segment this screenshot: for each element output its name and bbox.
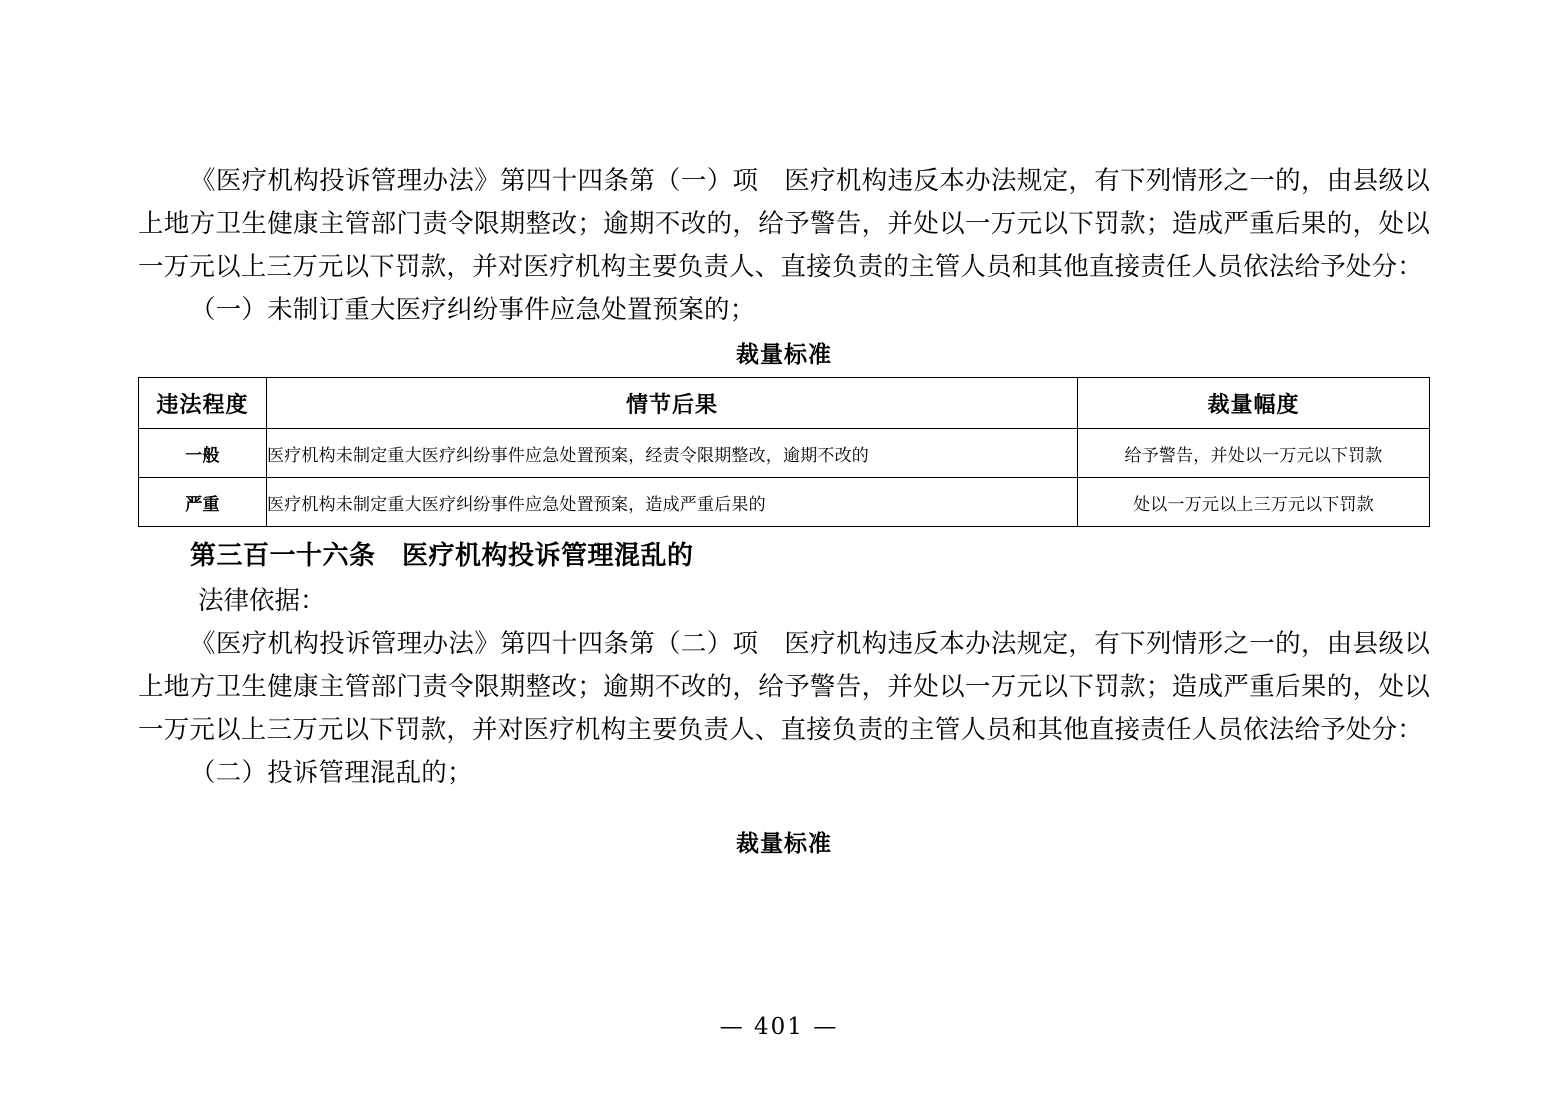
table-header-row: [139, 378, 1430, 429]
law-item-2: （二）投诉管理混乱的；: [190, 758, 473, 788]
law-item-1: （一）未制订重大医疗纠纷事件应急处置预案的；: [190, 295, 756, 325]
table-caption-1: 裁量标准: [736, 341, 832, 368]
discretion-standard-table-1: [138, 377, 1430, 527]
cell-range: 处以一万元以上三万元以下罚款: [1078, 478, 1430, 527]
table-caption-2: 裁量标准: [736, 830, 832, 857]
cell-detail: 医疗机构未制定重大医疗纠纷事件应急处置预案，经责令限期整改，逾期不改的: [267, 429, 1078, 478]
law-basis-paragraph-2: 《医疗机构投诉管理办法》第四十四条第（二）项 医疗机构违反本办法规定，有下列情形之一的，由县级以上地方卫生健康主管部门责令限期整改；逾期不改的，给予警告，并处以一万元以下罚款；造成严重后果的，处以一万元以上三万元以下罚款，并对医疗机构主要负责人、直接负责的主管人员和其他直接责任人员依法给予处分：: [138, 629, 1430, 745]
cell-detail: 医疗机构未制定重大医疗纠纷事件应急处置预案，造成严重后果的: [267, 478, 1078, 527]
cell-level: 一般: [139, 429, 267, 478]
table-header-range: 裁量幅度: [1078, 378, 1430, 429]
table-row: [139, 429, 1430, 478]
article-title: 第三百一十六条 医疗机构投诉管理混乱的: [190, 541, 694, 571]
table-row: [139, 478, 1430, 527]
legal-basis-label: 法律依据：: [198, 586, 326, 616]
cell-level: 严重: [139, 478, 267, 527]
cell-range: 给予警告，并处以一万元以下罚款: [1078, 429, 1430, 478]
page-number: — 401 —: [719, 1014, 839, 1040]
table-header-level: 违法程度: [139, 378, 267, 429]
law-basis-paragraph-1: 《医疗机构投诉管理办法》第四十四条第（一）项 医疗机构违反本办法规定，有下列情形之一的，由县级以上地方卫生健康主管部门责令限期整改；逾期不改的，给予警告，并处以一万元以下罚款；造成严重后果的，处以一万元以上三万元以下罚款，并对医疗机构主要负责人、直接负责的主管人员和其他直接责任人员依法给予处分：: [138, 166, 1430, 282]
table-header-detail: 情节后果: [267, 378, 1078, 429]
